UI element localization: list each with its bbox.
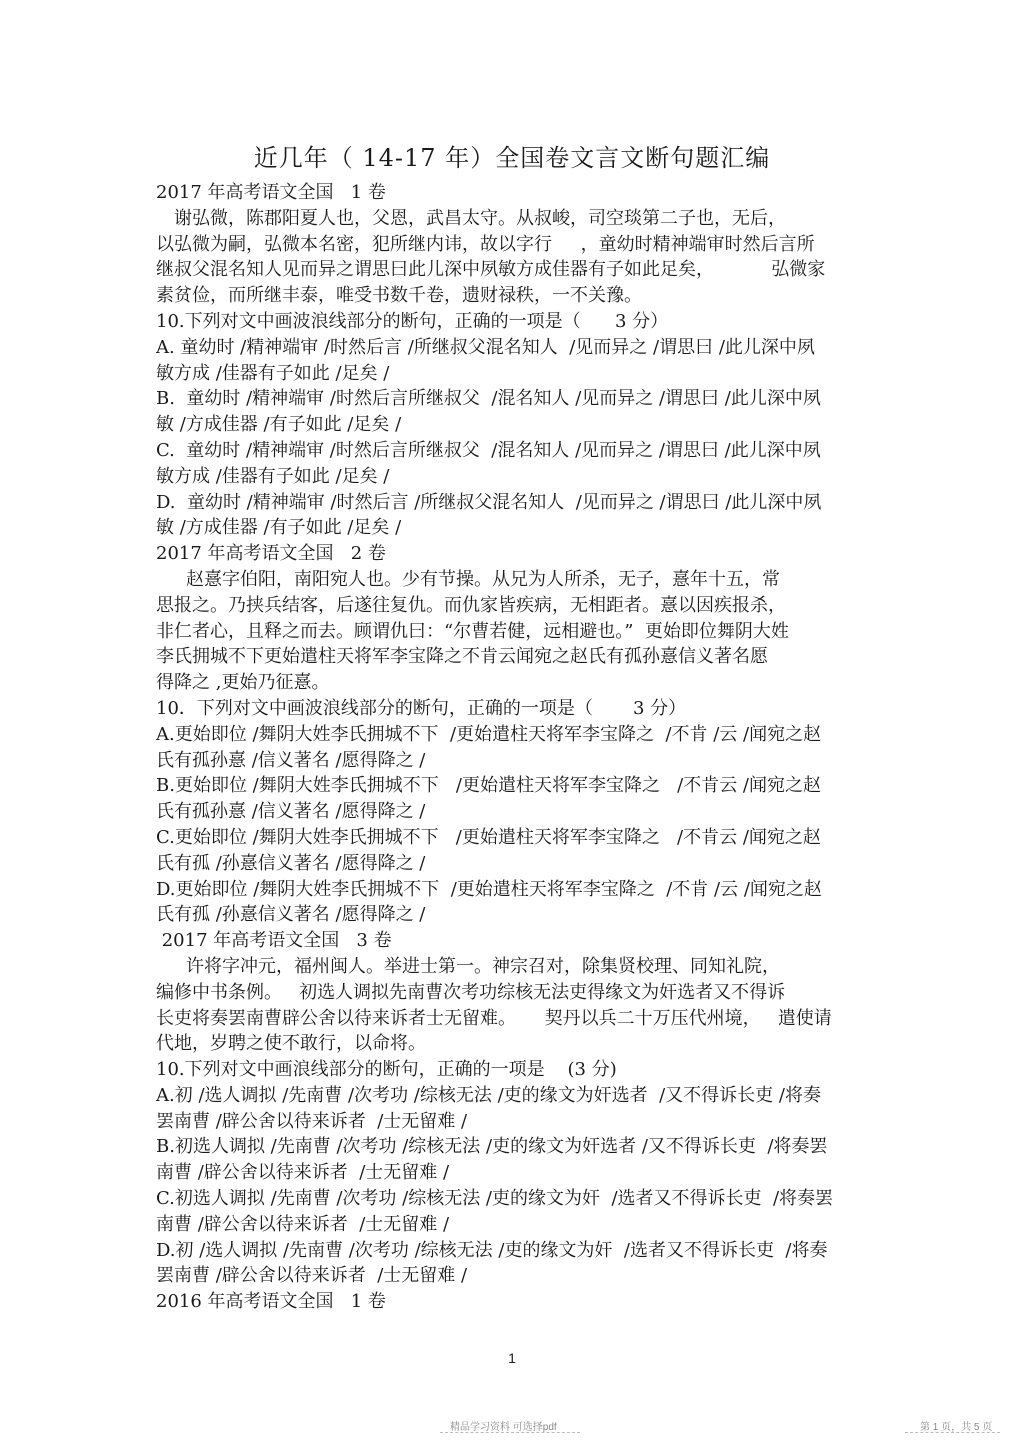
text-line: B.更始即位 /舞阴大姓李氏拥城不下 /更始遣柱天将军李宝降之 /不肯云 /闻宛之赵	[156, 775, 821, 797]
text-line: 10．下列对文中画波浪线部分的断句，正确的一项是（ 3 分）	[156, 697, 687, 719]
text-line: 氏有孤孙憙 /信义著名 /愿得降之 /	[156, 749, 426, 771]
footer-watermark-text: 精品学习资料 可选择pdf	[450, 1422, 557, 1433]
footer-divider	[905, 1432, 1000, 1433]
text-line: D.初 /选人调拟 /先南曹 /次考功 /综核无法 /吏的缘文为奸 /选者又不得诉长吏 /将奏	[156, 1239, 828, 1261]
document-body	[156, 180, 868, 1315]
page-title: 近几年（ 14-17 年）全国卷文言文断句题汇编	[253, 144, 771, 172]
footer-page-indicator: 第 1 页，共 5 页	[920, 1422, 993, 1433]
text-line: C.初选人调拟 /先南曹 /次考功 /综核无法 /吏的缘文为奸 /选者又不得诉长吏 /将奏罢	[156, 1188, 834, 1210]
footer-divider	[440, 1432, 580, 1433]
text-line: D. 童幼时 /精神端审 /时然后言 /所继叔父混名知人 /见而异之 /谓思曰 /此儿深中夙	[156, 491, 822, 513]
text-line: A.更始即位 /舞阴大姓李氏拥城不下 /更始遣柱天将军李宝降之 /不肯 /云 /闻宛之赵	[156, 723, 822, 745]
text-line: 罢南曹 /辟公舍以待来诉者 /士无留难 /	[156, 1265, 468, 1287]
text-line: 10.下列对文中画波浪线部分的断句，正确的一项是（ 3 分）	[156, 310, 669, 332]
text-line: A.初 /选人调拟 /先南曹 /次考功 /综核无法 /吏的缘文为奸选者 /又不得诉长吏 /将奏	[156, 1084, 821, 1106]
text-line: 长吏将奏罢南曹辟公舍以待来诉者士无留难。 契丹以兵二十万压代州境， 遣使请	[156, 1007, 832, 1029]
text-line: D.更始即位 /舞阴大姓李氏拥城不下 /更始遣柱天将军李宝降之 /不肯 /云 /闻宛之赵	[156, 878, 822, 900]
section-heading: 2017 年高考语文全国 2 卷	[156, 543, 386, 565]
text-line: 编修中书条例。 初选人调拟先南曹次考功综核无法吏得缘文为奸选者又不得诉	[156, 981, 786, 1003]
text-line: 思报之。乃挟兵结客，后遂往复仇。而仇家皆疾病，无相距者。憙以因疾报杀，	[156, 594, 786, 616]
section-heading: 2017 年高考语文全国 1 卷	[156, 182, 386, 203]
text-line: 许将字冲元，福州闽人。举进士第一。神宗召对，除集贤校理、同知礼院，	[186, 955, 780, 977]
text-line: 敏方成 /佳器有子如此 /足矣 /	[156, 465, 390, 487]
text-line: B.初选人调拟 /先南曹 /次考功 /综核无法 /吏的缘文为奸选者 /又不得诉长吏 /将奏罢	[156, 1136, 828, 1158]
text-line: 继叔父混名知人见而异之谓思曰此儿深中夙敏方成佳器有子如此足矣， 弘微家	[156, 259, 826, 281]
text-line: B. 童幼时 /精神端审 /时然后言所继叔父 /混名知人 /见而异之 /谓思曰 /此儿深中夙	[156, 388, 821, 410]
text-line: C.更始即位 /舞阴大姓李氏拥城不下 /更始遣柱天将军李宝降之 /不肯云 /闻宛之赵	[156, 826, 821, 848]
page-number: 1	[508, 1350, 516, 1366]
text-line: 敏 /方成佳器 /有子如此 /足矣 /	[156, 414, 402, 436]
text-line: 素贫俭，而所继丰泰，唯受书数千卷，遗财禄秩，一不关豫。	[156, 285, 642, 307]
text-line: C. 童幼时 /精神端审 /时然后言所继叔父 /混名知人 /见而异之 /谓思曰 /此儿深中夙	[156, 439, 821, 461]
text-line: 赵憙字伯阳，南阳宛人也。少有节操。从兄为人所杀，无子，憙年十五，常	[186, 568, 780, 590]
text-line: 敏 /方成佳器 /有子如此 /足矣 /	[156, 517, 402, 539]
text-line: 氏有孤 /孙憙信义著名 /愿得降之 /	[156, 852, 426, 874]
text-line: 非仁者心，且释之而去。顾谓仇曰：“尔曹若健，远相避也。” 更始即位舞阴大姓	[156, 620, 789, 642]
text-line: 氏有孤 /孙憙信义著名 /愿得降之 /	[156, 904, 426, 926]
text-line: 谢弘微，陈郡阳夏人也，父恩，武昌太守。从叔峻，司空琰第二子也，无后，	[174, 207, 786, 229]
section-heading: 2016 年高考语文全国 1 卷	[156, 1291, 386, 1313]
section-heading: 2017 年高考语文全国 3 卷	[156, 930, 392, 952]
text-line: 得降之 ,更始乃征憙。	[156, 672, 330, 694]
text-line: A. 童幼时 /精神端审 /时然后言 /所继叔父混名知人 /见而异之 /谓思曰 /此儿深中夙	[156, 336, 815, 358]
text-line: 南曹 /辟公舍以待来诉者 /士无留难 /	[156, 1213, 450, 1235]
text-line: 10.下列对文中画浪线部分的断句，正确的一项是 (3 分)	[156, 1059, 617, 1081]
text-line: 氏有孤孙憙 /信义著名 /愿得降之 /	[156, 801, 426, 823]
text-line: 敏方成 /佳器有子如此 /足矣 /	[156, 362, 390, 384]
text-line: 罢南曹 /辟公舍以待来诉者 /士无留难 /	[156, 1110, 468, 1132]
text-line: 李氏拥城不下更始遣柱天将军李宝降之不肯云闻宛之赵氏有孤孙憙信义著名愿	[156, 646, 768, 668]
text-line: 南曹 /辟公舍以待来诉者 /士无留难 /	[156, 1162, 450, 1184]
text-line: 以弘微为嗣，弘微本名密，犯所继内讳，故以字行 ，童幼时精神端审时然后言所	[156, 233, 815, 255]
text-line: 代地，岁聘之使不敢行，以命将。	[156, 1033, 426, 1055]
